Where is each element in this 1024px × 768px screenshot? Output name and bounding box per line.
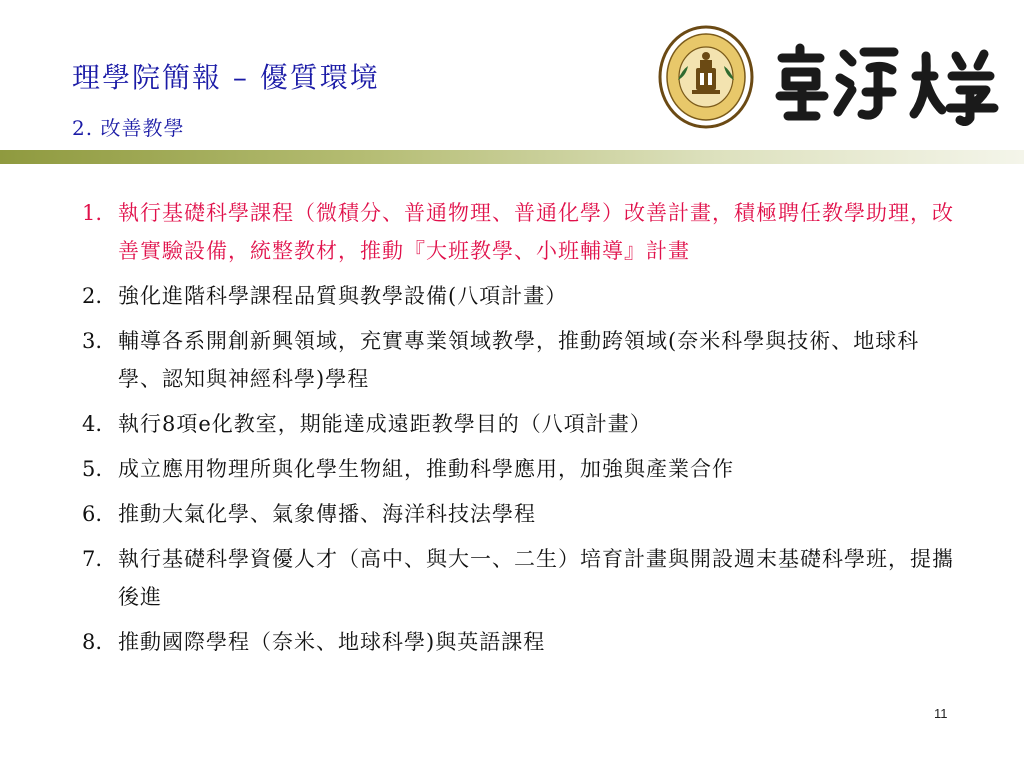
list-item-number: 7. (82, 547, 103, 571)
list-item (82, 540, 962, 616)
list-item (82, 623, 962, 661)
list-item-number: 6. (82, 502, 103, 526)
list-item-number: 3. (82, 329, 103, 353)
list-item-text: 強化進階科學課程品質與教學設備(八項計畫） (118, 284, 568, 308)
page-number: 11 (934, 706, 948, 721)
list-item (82, 322, 962, 398)
list-item (82, 277, 962, 315)
list-item-number: 4. (82, 412, 103, 436)
list-item-text: 推動大氣化學、氣象傳播、海洋科技法學程 (118, 502, 536, 526)
list-item-text: 執行8項e化教室，期能達成遠距教學目的（八項計畫） (118, 412, 652, 436)
list-item-number: 2. (82, 284, 103, 308)
list-item (82, 194, 962, 270)
university-seal-icon (656, 22, 756, 132)
list-item (82, 450, 962, 488)
list-item (82, 495, 962, 533)
list-item-text: 執行基礎科學課程（微積分、普通物理、普通化學）改善計畫，積極聘任教學助理，改善實驗設備，統整教材，推動『大班教學、小班輔導』計畫 (118, 201, 954, 263)
bullet-list (82, 194, 962, 668)
list-item-text: 輔導各系開創新興領域，充實專業領域教學，推動跨領域(奈米科學與技術、地球科學、認知與神經科學)學程 (118, 329, 920, 391)
slide-subtitle: 2. 改善教學 (72, 116, 185, 140)
university-wordmark-logo (770, 36, 1000, 126)
list-item (82, 405, 962, 443)
list-item-text: 推動國際學程（奈米、地球科學)與英語課程 (118, 630, 546, 654)
list-item-text: 成立應用物理所與化學生物組，推動科學應用，加強與產業合作 (118, 457, 734, 481)
list-item-number: 8. (82, 630, 103, 654)
list-item-text: 執行基礎科學資優人才（高中、與大一、二生）培育計畫與開設週末基礎科學班，提攜後進 (118, 547, 954, 609)
header-divider-bar (0, 150, 1024, 164)
slide-title: 理學院簡報 – 優質環境 (72, 61, 380, 94)
list-item-number: 5. (82, 457, 103, 481)
list-item-number: 1. (82, 201, 103, 225)
